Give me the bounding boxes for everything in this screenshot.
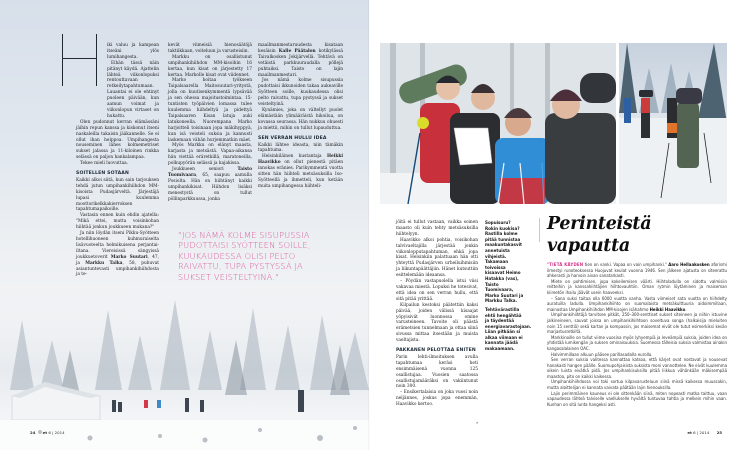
caption: Tehtävärastilla ehtii hengähtää ja täydentää energiavarastojaan. Liian pitkään si alkaa viimaan ei kannata jäädä makaamaan. — [485, 306, 532, 352]
article-column-2 — [168, 43, 252, 202]
caption: Sopuisuru? Rokin kuokisa? Rastilla kolme pitää tunnistaa maakuntakasvit annetuista vihjeistä. Takamaan toivoissa kisaavat Heimo Hatakka (vas), Taisto Tuomivaara, Marko Suutari ja Markku Talka. — [485, 220, 524, 304]
paragraph: Kaikki alkoi siitä, kun sain tarjouksen tehdä jutun umpihankihiihdon MM-kisoista Pudasjärveltä. Järjestäjä lupasi kuulemma moottorikelkkakierroksen tapahtumapaikoille. — [76, 177, 159, 213]
magazine-name: et — [687, 430, 692, 435]
paragraph: Kynämies, joka on vältellyt puolet elämästään ylimääräistä hikoilua, on kovassa seurassa. Hän nukkuu ohuesti ja miettii, mihin on tullut lupauduttua. — [258, 107, 343, 131]
issue-number: 6 | 2014 — [48, 430, 65, 435]
paragraph: Halvimmillaan alkuun pääsee parillasadalla eurolla. — [551, 351, 653, 357]
paragraph: – Sana suksi taitaa olla 6000 vuotta vanha. Vasta viimeiset sata vuotta on hiihdelty auratuilla ladulla. Umpihankihiihto on suomalaista metsäkulttuuria aidoimmillaan, mainostaa Umpihankihiihdon MM-kisojen isähahmo Heikki Haavikko. — [547, 295, 727, 312]
paragraph: Kaikki lähtee ideasta, niin tämäkin tapahtuma. — [258, 142, 343, 154]
paragraph: Joukkueen seniori Taisto Tuomivaara, 65, saapuu aamulla Posiolta. Hän on hiihtänyt kaikki umpihankikisat. Hiihdon lisäksi menestystä on tullut pöllinparkkuussa, jonka — [168, 167, 252, 202]
paragraph: Lajin perimmäinen kauneus ei ole sittenkään siinä, miten nopeasti matka taittuu, vaan vapaudessa lähteä talviselle vaellukselle hyvältä tuntuvaa tahtia ja melkein mihin vaan. Kunhan on sitä lunta hangeksi asti. — [547, 390, 727, 407]
paragraph: Jos nämä kolme sisupussia pudottaisi ikkunoiden takaa aukeaville Syötteen soille, kuukaudessa olisi pelto raivattu, tupa pystyssä ja sukset veisteltyinä. — [258, 78, 343, 108]
subheading: PAKKANEN PELOTTAA ENITEN — [396, 348, 476, 354]
paragraph: Helsinkiläinen kustantaja Heikki Haavikko on ollut pienestä pitäen innokas eränies. Parikymmentä vuotta sitten hän hiihteli metsäsuksilla Iso-Syötteellä ja ihmetteli, kun ketään muita umpihangessa hiihteli- — [258, 154, 343, 189]
paragraph: Markku on osallistunut umpihankihiihdon MM-kisoihin 16 kertaa, kun kisat on järjestetty 17 kertaa. Markolle kisat ovat viidennet. — [168, 54, 252, 78]
issue-number: 6 | 2014 — [693, 430, 710, 435]
column-divider — [539, 218, 540, 242]
kicker: "TIETÄ KÄYDEN — [547, 262, 584, 267]
person-name: Marko Suutari — [110, 254, 148, 260]
article-column-3 — [258, 43, 343, 190]
pull-quote: "JOS NÄMÄ KOLME SISUPUSSIA PUDOTTAISI SYÖTTEEN SOILLE, KUUKAUDESSA OLISI PELTO RAIVATTU, TUPA PYSTYSSÄ JA SUKSET VEISTELTYINÄ." — [178, 230, 311, 282]
paragraph: Olen pudonnut kerran elämässäni jäihin repun kanssa ja kiskonut itseni naskaleilla takaisin jääkannelle. Se ei ollut ihan helppoa. Umpihangesta nouseminen lähes kolmemetriset sukset jalassa ja 11-kiloinen rinkka selässä on paljon hankalampaa. — [76, 119, 159, 161]
paragraph: "TIETÄ KÄYDEN tien on vanki. Vapaa on vain umpihanki." Aaro Hellaakosken aforismi ilmestyi runoteoksessa Huojuvat keulat vuonna 1946. Sen jälkeen ajatusta on siteerattu ahkerasti ja harvoin aivan sanatarkasti. — [547, 262, 727, 279]
person-name: Heikki Haavikko — [258, 154, 343, 166]
page-footer-right — [687, 430, 722, 435]
magazine-name: et — [42, 430, 48, 435]
paragraph: – Pöydän vastapuolella istui viisi vakavaa miestä. Lopuksi he totesivat, että idea on sen verran hullu, että sitä pitää yrittää. — [396, 279, 478, 302]
hikers-map-photo — [380, 43, 616, 204]
subheading: SEN VERRAN HULLU IDEA — [258, 135, 327, 141]
paragraph: Tekee mieli luovuttaa. — [80, 161, 129, 167]
paragraph: Sen verran suksia valitessa kannattaa katsoa, että kärjet ovat nostavat ja nousevat hanakasti hangen päälle. Suomupohjaisista suksista moni vannottelee. Ne eivät kuulemma oikein luista eivätkä pidä. Jos umpihankisuksilla pitää liikkua vähänkään mäkisempää maastoa, pito on kaikki kaikessa. — [547, 357, 727, 379]
page-number: 25 — [716, 430, 722, 435]
person-name: Kalle Päätalon — [278, 48, 316, 54]
sidebar-body — [547, 262, 727, 407]
paragraph: Kilpailun kestoksi päätettiin kaksi päivää, joiden välissä kisaajat yöpyisivät luonnossa omine varusteineen. Tavoite oli päästä erämetsien tunnelmaan ja ottaa siinä sivussa mittaa itsestään ja muista vaeltajista. — [396, 302, 478, 344]
paragraph: Eihän tässä näin pitänyt käydä. Ajattelin lähteä viikonlopuksi rentouttavaan retkeilytapahtumaan. Lauantai ei ole ehtinyt puoleen päivään, kun aamun voimat ja viikonlopun virtaset on hukattu. — [107, 60, 159, 119]
paragraph: Parin lehti-ilmoituksen avulla tapahtumaa keräsi heti ensimmäisenä vuonna 125 osallistujaa. Vuosien saatossa osallistujamääräksi on vakiintunut noin 300. — [396, 354, 478, 390]
continue-mark: » — [476, 420, 479, 425]
paragraph: Umpihankihiihdossa voi toki sortua kilpavarusteluun siinä missä kaikessa muussakin, mutta aloittelijan ei kannata vaivata päätään lajin hienouksilla. — [547, 379, 727, 391]
paragraph: Marko hoitaa työkseen Taipalsaarella Maitosuutari-yritystä, jolla on kuutisenkymmentä lypsävää ja sen ohessa majoitustoimintaa. 15-tuntisten työpäivien lomassa tulee kuulemma hiihdeltyä ja pidettyä Taipalsaaren Kisan latuja auki latukoneella. Nuorempana Marko harjoitteli toisinaan jopa mäkihyppyä, kun isä veisteli suksia ja kannusti laskemaan vähän hurjemmatkin mäet. — [168, 78, 252, 143]
paragraph: – Ensikertalaisia on joka vuosi noin neljännes, joskus jopa enemmän, Haavikko kertoo. — [396, 390, 478, 408]
paragraph: maailmanmestaruudesta kisataan kesäisin Kalle Päätalon kotikylässä Taivalkosken Jokijärvellä. Tehtävä on vetäistä parkkuuraudalla pöllejä puhtaiksi. Taisto on lajin maailmanmestari. — [258, 43, 343, 78]
sidebar-box — [547, 213, 727, 407]
snowy-forest-photo — [0, 290, 369, 450]
paragraph: Haavikko alkoi pohtia, voisikohan talvivaeltajilla järjestää jonkin viikonlopputapahtuman, ehkä jopa kisat. Helsinkiin palattuaan hän otti yhteyttä Pudasjärven urheiluihmisiin ja liikuntapäättäjiin. Hänet kutsuttiin esittelemään ideaansa. — [396, 237, 478, 279]
right-page — [369, 0, 738, 450]
page-number: 24 — [30, 430, 36, 435]
paragraph: jöitä ei tullut vastaan, vaikka soinen maasto oli kuin tehty metsäsuksilla hiihtelyyn. — [396, 220, 478, 237]
paragraph: kevät viimeisiä hienosäätöjä taktiikkaan, voiteluun ja varusteisiin. — [168, 43, 252, 54]
sidebar-title: Perinteistä vapautta — [547, 214, 652, 256]
person-name: Markku Talka — [85, 260, 123, 266]
paragraph: Ja niin löydän itseni Pikku-Syötteen hotellihuoneen kuhmuraiselta lisävuoteelta helmikuisena perjantai-iltana. Viereisissä sängyissä joukkuetoverit Marko Suutari, 47, ja Markku Talka, 58, puhuvat asiantuntevasti umpihankihiihdosta ja te- — [76, 231, 160, 278]
paragraph: Miete on pohtimisen, jopa kokeilemisen väärti. Hiihtoladulla on sidottu valmisiin reitteihin ja kanssahiihtäjien hiihtovauhtiin. Oman rytmin löytäminen ja maiseman kiireetön ihailu jäävät usein haaveeksi. — [547, 278, 727, 295]
paragraph: Myös Markku on elänyt maasta, karjasta ja metsästä. Vapaa-aikansa hän viettää eräretkillä, maratoneilla, polkupyörän selässä ja kajakissa. — [168, 143, 252, 167]
spine-gutter — [368, 0, 370, 450]
paragraph: Markkinoille on tullut viime vuosina myös lyhyempiä ja leveämpiä suksia, joiden idea on yhdistää lumikengän ja suksen ominaisuuksia. Suomessa tälleisia suksia valmistaa ainakin kangasalalainen OAC. — [547, 334, 727, 351]
page-footer-left — [30, 430, 65, 435]
subheading: SOITELLEN SOTAAN — [76, 171, 129, 177]
paragraph: Umpihankihiihtäjä tarvitsee pitkät, 250–300-senttiset sukset siteineen ja niihin istuvine jalkineineen, sauvat joissa on umpihankihiihtoon soveltuva songa (halkaisija mieluiten noin 15 senttiä) sekä kartan ja kompassin, jos maisemat eivät ole tutut esimerkiksi kesän marjastusretkiltä. — [547, 312, 727, 335]
article-column-4 — [396, 220, 478, 408]
person-name: Heikki Haavikko — [649, 306, 686, 312]
paragraph: Vastasin ennen kuin ehdin ajatella: "Mikä ettei, mutta voisinkohan hiihtää jonkun joukkueen mukana?" — [76, 213, 159, 231]
person-name: Aaro Hellaakosken — [668, 262, 710, 267]
paragraph: iki valuu ja kampean itseäni ylös lumihangesta. — [107, 43, 159, 60]
skiers-forest-photo — [619, 43, 727, 204]
article-column-1 — [76, 43, 159, 278]
photo-captions — [485, 220, 532, 355]
person-name: Taisto Tuomivaara — [168, 167, 252, 178]
